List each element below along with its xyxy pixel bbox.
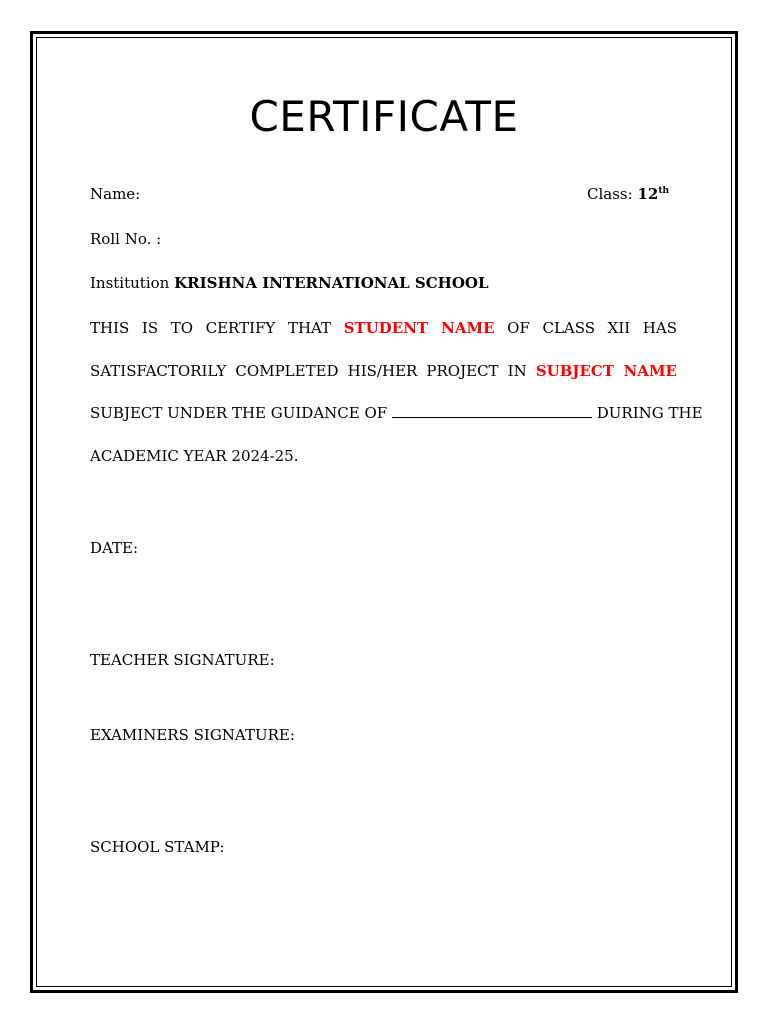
certify-text-3a: SUBJECT UNDER THE GUIDANCE OF	[90, 404, 388, 422]
certify-line-1	[90, 319, 677, 337]
certify-text-4: ACADEMIC YEAR 2024-25.	[90, 447, 299, 465]
teacher-signature-label: TEACHER SIGNATURE:	[90, 651, 275, 669]
institution-label: Institution	[90, 274, 170, 292]
institution-name: KRISHNA INTERNATIONAL SCHOOL	[174, 274, 489, 292]
class-field	[587, 185, 669, 203]
institution-field	[90, 274, 489, 292]
date-label: DATE:	[90, 539, 139, 557]
school-stamp-label: SCHOOL STAMP:	[90, 838, 225, 856]
certify-text-1b: OF CLASS XII HAS	[507, 319, 677, 337]
certify-text-3b: DURING THE	[596, 404, 703, 422]
roll-label: Roll No. :	[90, 230, 162, 248]
school-stamp-field	[90, 838, 224, 856]
name-label: Name:	[90, 185, 141, 203]
date-field	[90, 539, 138, 557]
teacher-signature-field	[90, 651, 275, 669]
guide-name-blank	[392, 405, 592, 418]
certify-line-4	[90, 447, 677, 465]
roll-field	[90, 230, 161, 248]
certify-line-3	[90, 404, 703, 422]
certify-line-2	[90, 362, 677, 380]
name-field	[90, 185, 140, 203]
class-label: Class:	[587, 185, 633, 203]
certify-text-2a: SATISFACTORILY COMPLETED HIS/HER PROJECT IN	[90, 362, 527, 380]
class-suffix: th	[658, 186, 670, 196]
class-value: 12	[637, 185, 659, 203]
examiners-signature-label: EXAMINERS SIGNATURE:	[90, 726, 295, 744]
student-name-placeholder: STUDENT NAME	[343, 319, 495, 337]
certify-text-1a: THIS IS TO CERTIFY THAT	[90, 319, 332, 337]
examiners-signature-field	[90, 726, 295, 744]
page-title: CERTIFICATE	[249, 92, 519, 141]
subject-name-placeholder: SUBJECT NAME	[535, 362, 677, 380]
